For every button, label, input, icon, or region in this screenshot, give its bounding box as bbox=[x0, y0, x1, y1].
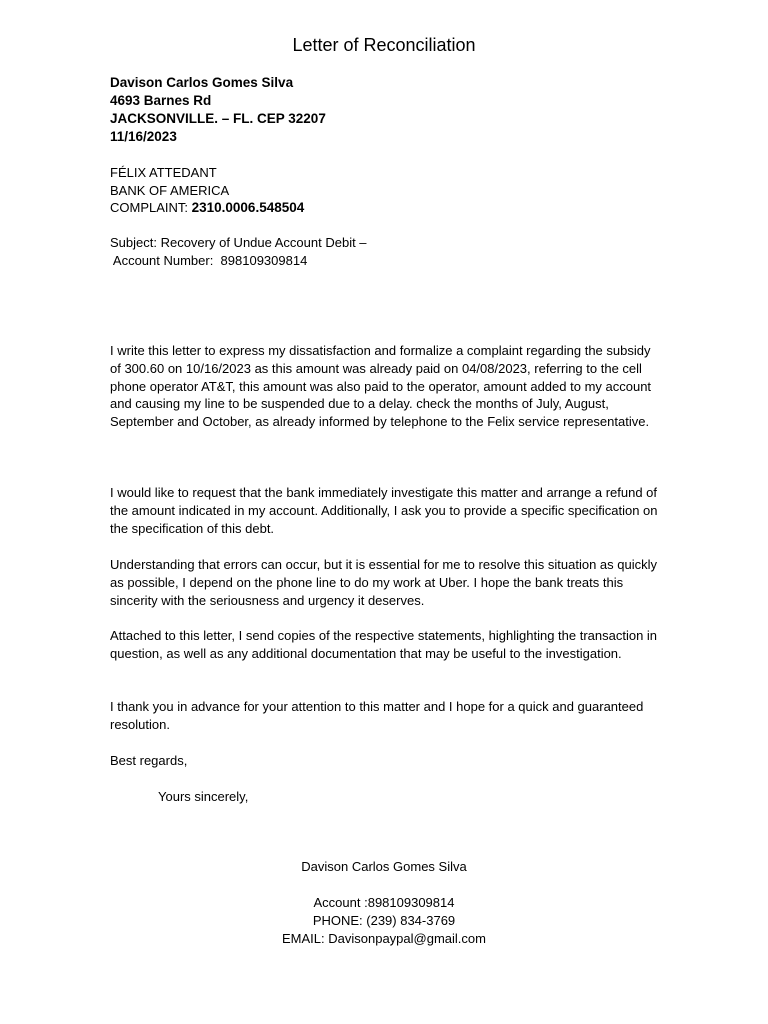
complaint-label: COMPLAINT: bbox=[110, 200, 192, 215]
body-paragraph-thanks: I thank you in advance for your attention to this matter and I hope for a quick and guaranteed resolution. bbox=[110, 699, 644, 732]
complaint-number: 2310.0006.548504 bbox=[191, 200, 305, 215]
contact-account: Account :898109309814 bbox=[313, 895, 455, 910]
closing-line: Yours sincerely, bbox=[158, 789, 249, 804]
contact-email: EMAIL: Davisonpaypal@gmail.com bbox=[282, 931, 486, 946]
sender-block bbox=[110, 74, 670, 146]
recipient-block bbox=[110, 164, 670, 217]
sender-city: JACKSONVILLE. – FL. CEP 32207 bbox=[110, 111, 326, 126]
sender-name: Davison Carlos Gomes Silva bbox=[110, 75, 294, 90]
sender-street: 4693 Barnes Rd bbox=[110, 93, 212, 108]
subject-block bbox=[110, 234, 670, 269]
body-paragraph-complaint: I write this letter to express my dissatisfaction and formalize a complaint regarding the subsidy of 300.60 on 10/16/2023 as this amount was already paid on 04/08/2023, referring to the cell phone operator AT&T, this amount was also paid to the operator, amount added to my account and causing my line to be suspended due to a delay. check the months of July, August, September and October, as already informed by telephone to the Felix service representative. bbox=[110, 343, 652, 430]
contact-block bbox=[0, 894, 768, 948]
recipient-attendant: FÉLIX ATTEDANT bbox=[110, 165, 217, 180]
contact-phone: PHONE: (239) 834-3769 bbox=[312, 913, 456, 928]
letter-date: 11/16/2023 bbox=[110, 129, 177, 144]
letter-title: Letter of Reconciliation bbox=[292, 35, 476, 55]
account-number-line: Account Number: 898109309814 bbox=[110, 252, 308, 268]
subject-line: Subject: Recovery of Undue Account Debit – bbox=[110, 235, 367, 250]
body-paragraph-urgency: Understanding that errors can occur, but it is essential for me to resolve this situation as quickly as possible, I depend on the phone line to do my work at Uber. I hope the bank treats this sincerity with the seriousness and urgency it deserves. bbox=[110, 557, 657, 608]
signature-name: Davison Carlos Gomes Silva bbox=[301, 859, 467, 874]
body-paragraph-attachments: Attached to this letter, I send copies of the respective statements, highlighting the transaction in question, as well as any additional documentation that may be useful to the investigation. bbox=[110, 628, 658, 661]
complaint-line bbox=[110, 199, 670, 217]
body-paragraph-request: I would like to request that the bank immediately investigate this matter and arrange a refund of the amount indicated in my account. Additionally, I ask you to provide a specific specification on the specification of this debt. bbox=[110, 485, 658, 536]
best-regards: Best regards, bbox=[110, 753, 188, 768]
recipient-bank: BANK OF AMERICA bbox=[110, 182, 230, 198]
